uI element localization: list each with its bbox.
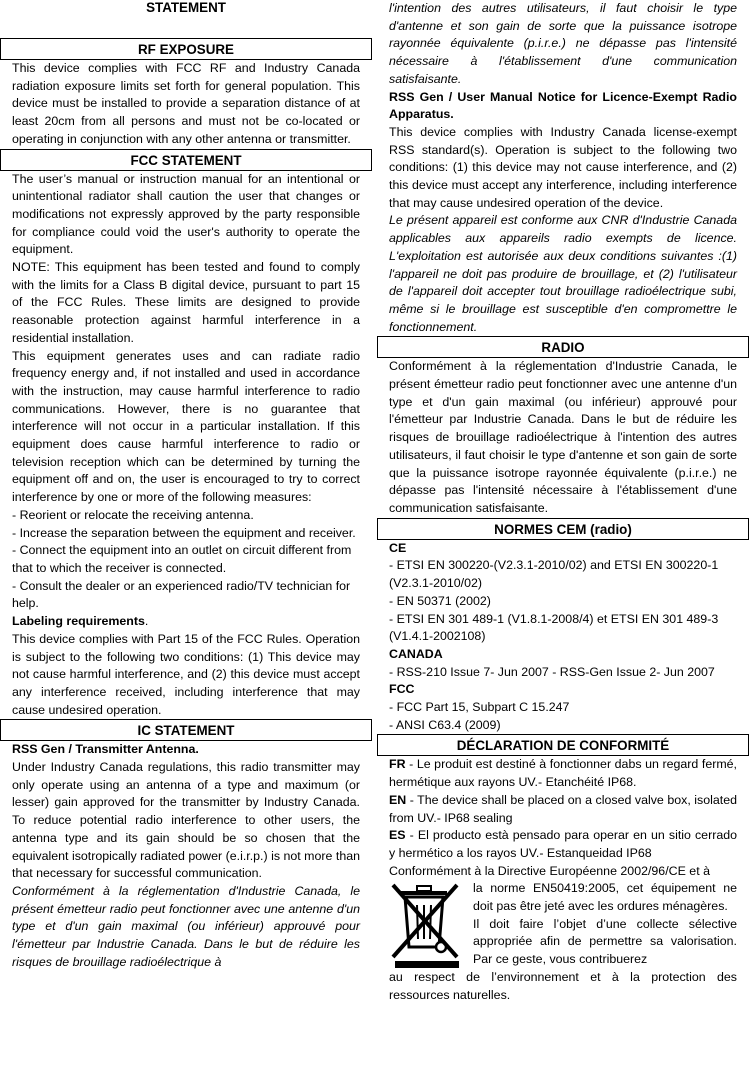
ic-statement-section — [0, 741, 372, 971]
licence-exempt-text: This device complies with Industry Canada license-exempt RSS standard(s). Operation is subject to the following two conditions: (1) this device may not cause interference, and (2) this device must accept any interference, including interference that may cause undesired operation of the device. — [389, 124, 737, 210]
ic-transmitter-antenna-text: Under Industry Canada regulations, this radio transmitter may only operate using an antenna of a type and maximum (or lesser) gain approved for the transmitter by Industry Canada. To reduce potential radio interference to other users, the antenna type and its gain should be so chosen that the equivalent isotropically radiated power (e.i.r.p.) is not more than that necessary for successful communication. — [12, 760, 360, 881]
ic-french-continued: l'intention des autres utilisateurs, il faut choisir le type d'antenne et son gain de sorte que la puissance isotrope rayonnée équivalente (p.i.r.e.) ne dépasse pas l'intensité nécessaire à l'établissement d'une communication satisfaisante. — [389, 1, 737, 86]
normes-cem-heading: NORMES CEM (radio) — [377, 518, 749, 540]
weee-text-2: Il doit faire l’objet d’une collecte sélective appropriée afin de permettre sa valorisation. Par ce geste, vous contribuerez — [473, 916, 737, 967]
right-column — [377, 0, 749, 1004]
fcc-standard-1: - FCC Part 15, Subpart C 15.247 — [389, 700, 570, 715]
fcc-statement-section — [0, 171, 372, 720]
fcc-label: FCC — [389, 682, 415, 697]
crossed-out-wheelie-bin-icon — [389, 881, 473, 971]
page-title: STATEMENT — [146, 0, 226, 15]
declaration-en — [389, 792, 737, 827]
normes-cem-section — [377, 540, 749, 735]
licence-exempt-french: Le présent appareil est conforme aux CNR d'Industrie Canada applicables aux appareils radio exempts de licence. L'exploitation est autorisée aux deux conditions suivantes :(1) l'appareil ne doit pas produire de brouillage, et (2) l'utilisateur de l'appareil doit accepter tout brouillage radioélectrique subi, même si le brouillage est susceptible d'en compromettre le fonctionnement. — [389, 213, 737, 334]
ic-statement-heading: IC STATEMENT — [0, 719, 372, 741]
labeling-requirements-text: This device complies with Part 15 of the FCC Rules. Operation is subject to the following two conditions: (1) This device may not cause harmful interference, and (2) this device must accept any interference received, including interference that may cause undesired operation. — [12, 631, 360, 717]
declaration-fr — [389, 756, 737, 791]
weee-text-3: au respect de l’environnement et à la protection des ressources naturelles. — [389, 969, 737, 1002]
declaration-fr-text: - Le produit est destiné à fonctionner dabs un regard fermé, hermétique aux rayons UV.- Etanchéité IP68. — [389, 757, 737, 790]
radio-text: Conformément à la réglementation d'Industrie Canada, le présent émetteur radio peut fonctionner avec une antenne d'un type et d'un gain maximal (ou inférieur) approuvé pour l'émetteur par Industrie Canada. Dans le but de réduire les risques de brouillage radioélectrique à l'intention des autres utilisateurs, il faut choisir le type d'antenne et son gain de sorte que la puissance isotrope rayonnée équivalente (p.i.r.e.) ne dépasse pas l'intensité nécessaire à l'établissement d'une communication satisfaisante. — [389, 359, 737, 515]
weee-text-1: la norme EN50419:2005, cet équipement ne doit pas être jeté avec les ordures ménagères. — [473, 881, 737, 914]
fcc-paragraph-3: This equipment generates uses and can radiate radio frequency energy and, if not installed and used in accordance with the instruction, may cause harmful interference to radio communications. However, there is no guarantee that interference will not occur in a particular installation. If this equipment does cause harmful interference to radio or television reception which can be determined by turning the equipment off and on, the user is encouraged to try to correct interference by one or more of the following measures: — [12, 348, 360, 505]
declaration-en-text: - The device shall be placed on a closed valve box, isolated from UV.- IP68 sealing — [389, 792, 737, 825]
labeling-requirements-line — [12, 613, 360, 631]
canada-label: CANADA — [389, 646, 443, 661]
radio-section — [377, 358, 749, 517]
fcc-paragraph-1: The user’s manual or instruction manual for an intentional or unintentional radiator shall caution the user that changes or modifications not expressly approved by the party responsible for compliance could void the user's authority to operate the equipment. — [12, 171, 360, 257]
ce-label: CE — [389, 540, 407, 555]
canada-standard-1: - RSS-210 Issue 7- Jun 2007 - RSS-Gen Issue 2- Jun 2007 — [389, 664, 715, 679]
declaration-es — [389, 827, 737, 862]
declaration-es-text: - El producto està pensado para operar en un sitio cerrado y hermético a los rayos UV.- Estanqueidad IP68 — [389, 828, 737, 860]
fcc-standard-2: - ANSI C63.4 (2009) — [389, 717, 501, 732]
weee-intro: Conformément à la Directive Européenne 2002/96/CE et à — [389, 863, 710, 878]
left-column — [0, 0, 372, 971]
fcc-measure-4: - Consult the dealer or an experienced radio/TV technician for help. — [12, 578, 351, 611]
declaration-fr-label: FR — [389, 757, 406, 772]
ic-transmitter-antenna-french: Conformément à la réglementation d'Industrie Canada, le présent émetteur radio peut fonctionner avec une antenne d'un type et d'un gain maximal (ou inférieur) approuvé pour l'émetteur par Industrie Canada. Dans le but de réduire les risques de brouillage radioélectrique à — [12, 883, 360, 969]
labeling-period: . — [144, 614, 149, 629]
ic-transmitter-antenna-subheading: RSS Gen / Transmitter Antenna. — [12, 742, 199, 757]
labeling-requirements-title: Labeling requirements — [12, 614, 145, 629]
ce-standard-1: - ETSI EN 300220-(V2.3.1-2010/02) and ETSI EN 300220-1 (V2.3.1-2010/02) — [389, 558, 719, 591]
fcc-statement-heading: FCC STATEMENT — [0, 149, 372, 171]
rf-exposure-section — [0, 60, 372, 149]
fcc-measure-3: - Connect the equipment into an outlet on circuit different from that to which the receiver is connected. — [12, 543, 352, 575]
licence-exempt-subheading: RSS Gen / User Manual Notice for Licence-Exempt Radio Apparatus. — [389, 89, 737, 122]
fcc-measure-2: - Increase the separation between the equipment and receiver. — [12, 525, 356, 540]
weee-text-wrap — [473, 880, 737, 969]
fcc-paragraph-note: NOTE: This equipment has been tested and found to comply with the limits for a Class B digital device, pursuant to part 15 of the FCC Rules. These limits are designed to provide reasonable protection against harmful interference in a residential installation. — [12, 260, 360, 345]
ic-continued-section — [377, 0, 749, 336]
declaration-section — [377, 756, 749, 1004]
ce-standard-2: - EN 50371 (2002) — [389, 593, 491, 608]
ce-standard-3: - ETSI EN 301 489-1 (V1.8.1-2008/4) et ETSI EN 301 489-3 (V1.4.1-2002108) — [389, 611, 719, 644]
declaration-heading: DÉCLARATION DE CONFORMITÉ — [377, 734, 749, 756]
radio-heading: RADIO — [377, 336, 749, 358]
weee-block — [389, 863, 737, 1005]
rf-exposure-text: This device complies with FCC RF and Industry Canada radiation exposure limits set forth for general population. This device must be installed to provide a separation distance of at least 20cm from all persons and must not be co-located or operating in conjunction with any other antenna or transmitter. — [12, 61, 360, 146]
declaration-es-label: ES — [389, 828, 406, 843]
declaration-en-label: EN — [389, 792, 407, 807]
fcc-measure-1: - Reorient or relocate the receiving antenna. — [12, 507, 254, 522]
rf-exposure-heading: RF EXPOSURE — [0, 38, 372, 60]
